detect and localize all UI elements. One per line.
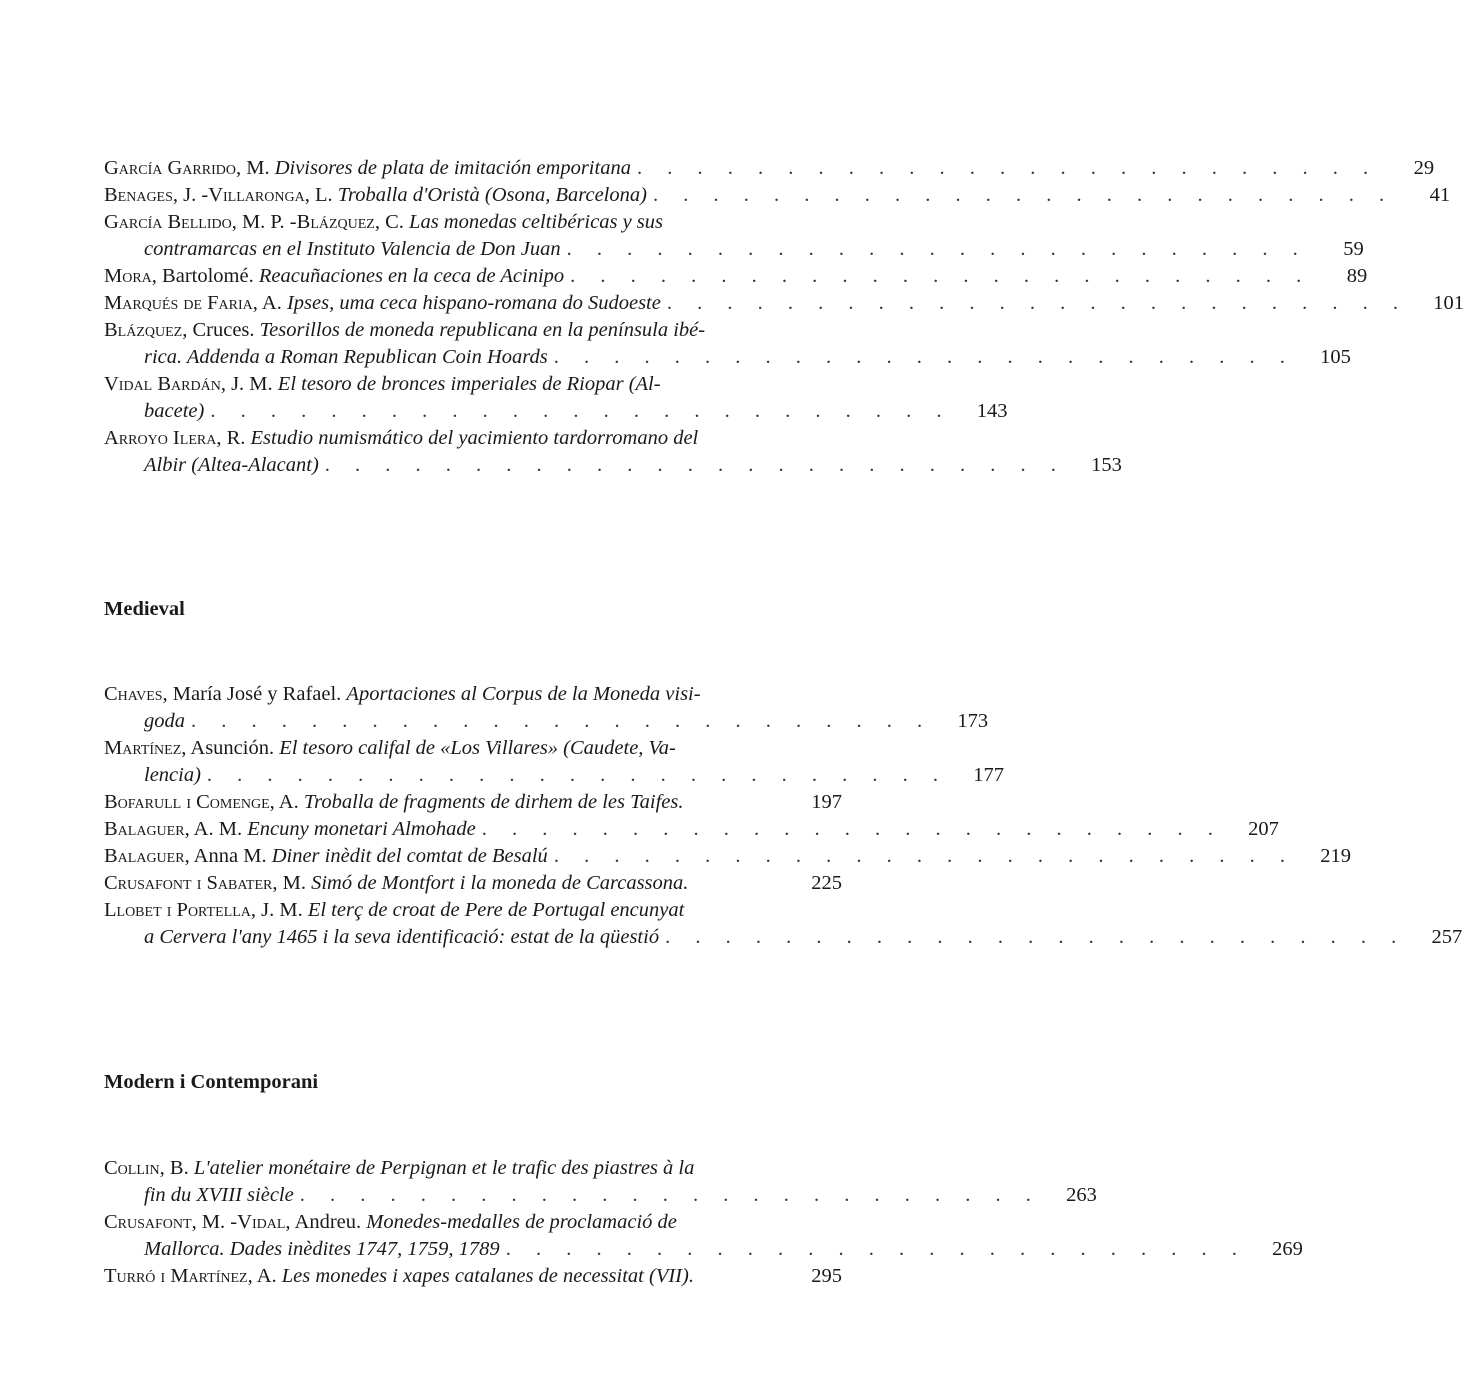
entry-author: Mora xyxy=(104,265,152,287)
entry-coauthor: Vidal xyxy=(237,1211,286,1233)
entry-author-initials: , A. M. xyxy=(184,818,243,840)
entry-coauthor-initials: , Andreu. xyxy=(285,1211,362,1233)
toc-entry xyxy=(104,735,1005,789)
entry-author: Collin xyxy=(104,1157,160,1179)
leader-dots: . . . . . . . . . . . . . . . . . . . . . . . . . xyxy=(206,764,949,786)
entry-page-number: 219 xyxy=(1320,845,1351,867)
entry-title: Reacuñaciones en la ceca de Acinipo xyxy=(258,265,565,287)
section-heading-medieval: Medieval xyxy=(104,598,185,620)
toc-section-0 xyxy=(104,155,1464,479)
entry-title: Tesorillos de moneda republicana en la península ibé- xyxy=(259,319,706,341)
entry-title-continued: rica. Addenda a Roman Republican Coin Hoards xyxy=(144,346,548,368)
entry-coauthor-initials: , L. xyxy=(304,184,333,206)
entry-author-initials: , M. xyxy=(272,872,306,894)
toc-entry xyxy=(104,681,989,735)
entry-page-number: 89 xyxy=(1346,265,1368,287)
entry-page-number: 153 xyxy=(1091,454,1122,476)
entry-title-continued: Albir (Altea-Alacant) xyxy=(144,454,319,476)
entry-author: Crusafont i Sabater xyxy=(104,872,273,894)
entry-page-number: 269 xyxy=(1272,1238,1303,1260)
entry-page-number: 257 xyxy=(1431,926,1463,948)
entry-author-initials: , A. xyxy=(247,1265,277,1287)
entry-page-number: 225 xyxy=(811,872,842,894)
leader-dots: . . . . . . . . . . . . . . . . . . . . . . . . . xyxy=(553,845,1295,867)
entry-title: Monedes-medalles de proclamació de xyxy=(366,1211,677,1233)
entry-author-initials: , J. M. xyxy=(250,899,303,921)
entry-title: El terç de croat de Pere de Portugal encunyat xyxy=(307,899,685,921)
entry-title-continued: a Cervera l'any 1465 i la seva identificació: estat de la qüestió xyxy=(144,926,660,948)
section-heading-modern: Modern i Contemporani xyxy=(104,1071,319,1093)
entry-page-number: 295 xyxy=(811,1265,842,1287)
toc-entry xyxy=(104,897,1463,951)
entry-author: Balaguer xyxy=(104,845,185,867)
entry-author-initials: , J. M. xyxy=(220,373,273,395)
leader-dots: . . . . . . . . . . . . . . . . . . . . . . . . . xyxy=(210,400,952,422)
entry-page-number: 59 xyxy=(1343,238,1364,260)
entry-page-number: 207 xyxy=(1248,818,1279,840)
entry-title: Diner inèdit del comtat de Besalú xyxy=(271,845,548,867)
leader-dots: . . . . . . . . . . . . . . . . . . . . . . . . . xyxy=(299,1184,1041,1206)
entry-page-number: 263 xyxy=(1066,1184,1097,1206)
entry-page-number: 29 xyxy=(1413,157,1435,179)
toc-entry xyxy=(104,209,1364,263)
entry-author: Vidal Bardán xyxy=(104,373,221,395)
entry-title: Las monedas celtibéricas y sus xyxy=(409,211,663,233)
toc-entry xyxy=(104,155,1435,182)
entry-title-continued: contramarcas en el Instituto Valencia de Don Juan xyxy=(144,238,561,260)
leader-dots: . . . . . . . . . . . . . . . . . . . . . . . . . xyxy=(636,157,1379,179)
toc-section-medieval xyxy=(104,681,1463,951)
toc-entry xyxy=(104,290,1464,317)
entry-title-continued: lencia) xyxy=(144,764,201,786)
toc-entry xyxy=(104,1209,1303,1263)
entry-title: Ipses, uma ceca hispano-romana do Sudoeste xyxy=(286,292,661,314)
leader-dots: . . . . . . . . . . . . . . . . . . . . . . . . . xyxy=(665,926,1407,948)
entry-author-initials: , M. - xyxy=(191,1211,238,1233)
entry-author-initials: , A. xyxy=(269,791,299,813)
entry-page-number: 105 xyxy=(1320,346,1351,368)
toc-entry xyxy=(104,1263,842,1290)
entry-page-number: 197 xyxy=(811,791,842,813)
toc-entry xyxy=(104,182,1451,209)
entry-title: Divisores de plata de imitación emporitana xyxy=(274,157,631,179)
toc-entry xyxy=(104,425,1122,479)
leader-dots: . . . . . . . . . . . . . . . . . . . . . . . . . xyxy=(324,454,1066,476)
entry-author-initials: , M. xyxy=(235,157,270,179)
entry-author: Marqués de Faria xyxy=(104,292,253,314)
entry-title: El tesoro de bronces imperiales de Riopar (Al- xyxy=(277,373,661,395)
entry-author-initials: , M. P. - xyxy=(231,211,297,233)
entry-page-number: 41 xyxy=(1429,184,1451,206)
entry-author-initials: , Cruces. xyxy=(182,319,255,341)
entry-coauthor-initials: , C. xyxy=(374,211,404,233)
entry-coauthor: Blázquez xyxy=(296,211,375,233)
leader-dots: . . . . . . . . . . . . . . . . . . . . . . . . . xyxy=(191,710,933,732)
entry-title: Encuny monetari Almohade xyxy=(247,818,476,840)
entry-author-initials: , María José y Rafael. xyxy=(162,683,342,705)
entry-author: Turró i Martínez xyxy=(104,1265,248,1287)
entry-author: García Bellido xyxy=(104,211,232,233)
entry-author-initials: , A. xyxy=(252,292,282,314)
toc-entry xyxy=(104,816,1279,843)
entry-author: Benages xyxy=(104,184,173,206)
entry-coauthor: Villaronga xyxy=(208,184,305,206)
entry-title-continued: fin du XVIII siècle xyxy=(144,1184,294,1206)
leader-dots: . . . . . . . . . . . . . . . . . . . . . . . . . xyxy=(666,292,1408,314)
toc-entry xyxy=(104,317,1351,371)
entry-author-initials: , Anna M. xyxy=(184,845,267,867)
entry-author: Chaves xyxy=(104,683,163,705)
entry-author-initials: , J. - xyxy=(172,184,209,206)
entry-title: L'atelier monétaire de Perpignan et le trafic des piastres à la xyxy=(193,1157,695,1179)
toc-entry xyxy=(104,1155,1097,1209)
entry-title: Estudio numismático del yacimiento tardorromano del xyxy=(250,427,699,449)
entry-page-number: 101 xyxy=(1433,292,1464,314)
entry-author: Martínez xyxy=(104,737,182,759)
leader-dots: . . . . . . . . . . . . . . . . . . . . . . . . . xyxy=(570,265,1312,287)
entry-title: Aportaciones al Corpus de la Moneda visi- xyxy=(346,683,701,705)
entry-author-initials: , R. xyxy=(216,427,246,449)
entry-title-continued: Mallorca. Dades inèdites 1747, 1759, 1789 xyxy=(144,1238,500,1260)
entry-author: Balaguer xyxy=(104,818,185,840)
entry-page-number: 173 xyxy=(957,710,989,732)
entry-title-continued: bacete) xyxy=(144,400,205,422)
toc-section-modern xyxy=(104,1155,1303,1290)
entry-title: El tesoro califal de «Los Villares» (Caudete, Va- xyxy=(279,737,676,759)
entry-page-number: 143 xyxy=(976,400,1008,422)
toc-entry xyxy=(104,371,1008,425)
toc-entry xyxy=(104,843,1351,870)
toc-entry xyxy=(104,789,842,816)
entry-page-number: 177 xyxy=(973,764,1005,786)
entry-author-initials: , Bartolomé. xyxy=(151,265,254,287)
leader-dots: . . . . . . . . . . . . . . . . . . . . . . . . . xyxy=(505,1238,1247,1260)
entry-title: Troballa d'Oristà (Osona, Barcelona) xyxy=(337,184,647,206)
leader-dots: . . . . . . . . . . . . . . . . . . . . . . . . . xyxy=(566,238,1308,260)
entry-author: Llobet i Portella xyxy=(104,899,251,921)
entry-author: Blázquez xyxy=(104,319,183,341)
leader-dots: . . . . . . . . . . . . . . . . . . . . . . . . . xyxy=(652,184,1395,206)
entry-author: Crusafont xyxy=(104,1211,192,1233)
entry-author-initials: , Asunción. xyxy=(181,737,275,759)
entry-author: Bofarull i Comenge xyxy=(104,791,270,813)
leader-dots: . . . . . . . . . . . . . . . . . . . . . . . . . xyxy=(481,818,1223,840)
entry-author-initials: , B. xyxy=(159,1157,189,1179)
toc-entry xyxy=(104,263,1368,290)
leader-dots: . . . . . . . . . . . . . . . . . . . . . . . . . xyxy=(553,346,1295,368)
toc-entry xyxy=(104,870,842,897)
entry-author: García Garrido xyxy=(104,157,236,179)
entry-title-continued: goda xyxy=(144,710,185,732)
entry-title: Simó de Montfort i la moneda de Carcassona. xyxy=(311,872,689,894)
entry-title: Les monedes i xapes catalanes de necessitat (VII). xyxy=(281,1265,694,1287)
entry-author: Arroyo Ilera xyxy=(104,427,217,449)
entry-title: Troballa de fragments de dirhem de les Taifes. xyxy=(303,791,684,813)
